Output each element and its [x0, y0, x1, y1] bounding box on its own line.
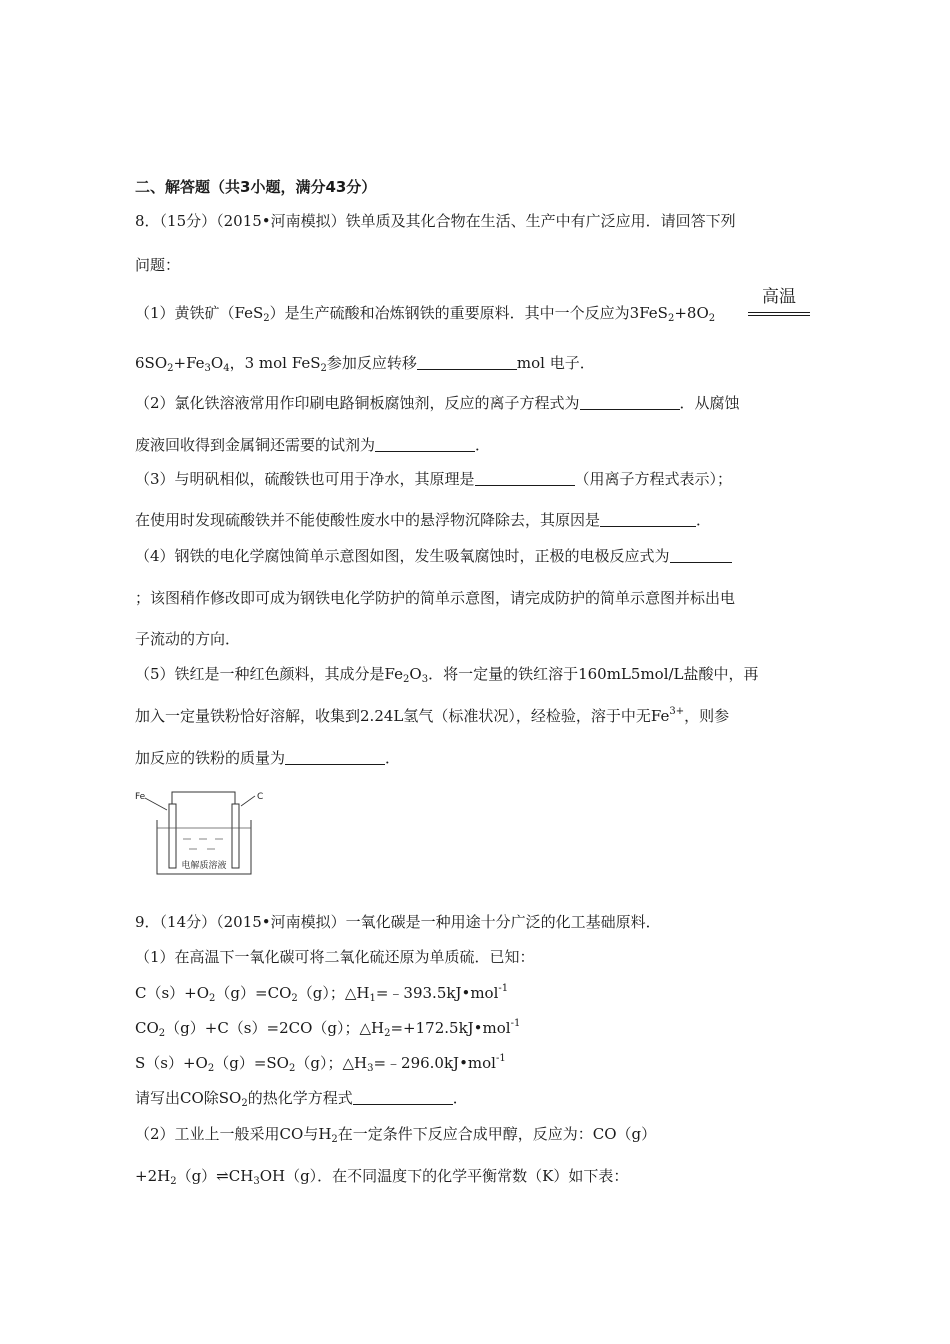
thermo-equation-3: $S(s)+O_2(g)=SO_2(g)$；$\triangle H_3=﹣296.0kJ•mol^{-1}$	[135, 1053, 506, 1074]
answer-blank-cathode[interactable]	[670, 548, 732, 563]
q9-part1: （1）在高温下一氧化碳可将二氧化硫还原为单质硫．已知：	[135, 948, 535, 966]
q9-part2-line1: （2）工业上一般采用CO与$H_2$在一定条件下反应合成甲醇，反应为：CO（g）	[135, 1125, 657, 1145]
answer-blank-electrons[interactable]	[417, 355, 517, 370]
q8-intro-line2: 问题：	[135, 256, 181, 274]
c-pointer	[241, 796, 255, 806]
thermo-equation-2: $CO_2(g)+C(s)=2CO(g)$；$\triangle H_2=+172.5kJ•mol^{-1}$	[135, 1018, 521, 1039]
c-electrode	[232, 804, 239, 868]
reaction-condition	[748, 287, 810, 327]
q8-part3-line2: 在使用时发现硫酸铁并不能使酸性废水中的悬浮物沉降除去，其原因是 ．	[135, 511, 712, 529]
answer-blank-thermo-equation[interactable]	[353, 1090, 453, 1105]
q9-part2-line2: $+2H_2(g)\rightleftharpoons CH_3OH(g)$．在不同温度下的化学平衡常数（K）如下表：	[135, 1167, 629, 1187]
q8-part4-line3: 子流动的方向．	[135, 630, 241, 648]
thermo-equation-1: $C(s)+O_2(g)=CO_2(g)$；$\triangle H_1=﹣393.5kJ•mol^{-1}$	[135, 983, 509, 1004]
q9-intro: 9．（14分）（2015•河南模拟）一氧化碳是一种用途十分广泛的化工基础原料．	[135, 913, 661, 931]
q8-part2-line1: （2）氯化铁溶液常用作印刷电路铜板腐蚀剂，反应的离子方程式为 ．从腐蚀	[135, 394, 740, 412]
electrolyte-label: 电解质溶液	[181, 861, 227, 871]
answer-blank-reason[interactable]	[600, 512, 696, 527]
q8-part1-line2: $6SO_2+Fe_3O_4$，3 mol FeS$_2$参加反应转移 mol 电子．	[135, 354, 595, 374]
q8-part5-line1: （5）铁红是一种红色颜料，其成分是$Fe_2O_3$．将一定量的铁红溶于160mL5mol/L盐酸中，再	[135, 665, 759, 685]
condition-bar-bottom	[748, 315, 810, 316]
corrosion-diagram	[135, 788, 275, 878]
fe-pointer	[145, 798, 167, 810]
answer-blank-purification[interactable]	[475, 471, 575, 486]
answer-blank-iron-mass[interactable]	[285, 750, 385, 765]
q8-part4-line1: （4）钢铁的电化学腐蚀简单示意图如图，发生吸氧腐蚀时，正极的电极反应式为	[135, 546, 732, 566]
q8-part2-line2: 废液回收得到金属铜还需要的试剂为 ．	[135, 436, 491, 454]
answer-blank-ion-equation[interactable]	[580, 395, 680, 410]
fe-electrode	[169, 804, 176, 868]
c-label: C	[257, 792, 264, 802]
fe-label: Fe	[135, 792, 146, 802]
q8-part4-line2: ；该图稍作修改即可成为钢铁电化学防护的简单示意图，请完成防护的简单示意图并标出电	[135, 589, 736, 607]
condition-bar-top	[748, 312, 810, 313]
q9-ask-thermo: 请写出CO除$SO_2$的热化学方程式 ．	[135, 1089, 468, 1109]
q8-part1-line1: （1）黄铁矿（FeS$_2$）是生产硫酸和冶炼钢铁的重要原料．其中一个反应为$3FeS_2+8O_2$	[135, 304, 716, 324]
q8-part3-line1: （3）与明矾相似，硫酸铁也可用于净水，其原理是 （用离子方程式表示）；	[135, 470, 733, 488]
condition-label: 高温	[762, 287, 796, 307]
connecting-wire	[172, 792, 235, 804]
q8-intro-line1: 8．（15分）（2015•河南模拟）铁单质及其化合物在生活、生产中有广泛应用．请回答下列	[135, 212, 736, 230]
section-title: 二、解答题（共3小题，满分43分）	[135, 178, 377, 196]
q8-part5-line2: 加入一定量铁粉恰好溶解，收集到2.24L氢气（标准状况），经检验，溶于中无$Fe^{3+}$，则参	[135, 706, 730, 725]
q8-part5-line3: 加反应的铁粉的质量为 ．	[135, 749, 401, 767]
answer-blank-reagent[interactable]	[375, 437, 475, 452]
